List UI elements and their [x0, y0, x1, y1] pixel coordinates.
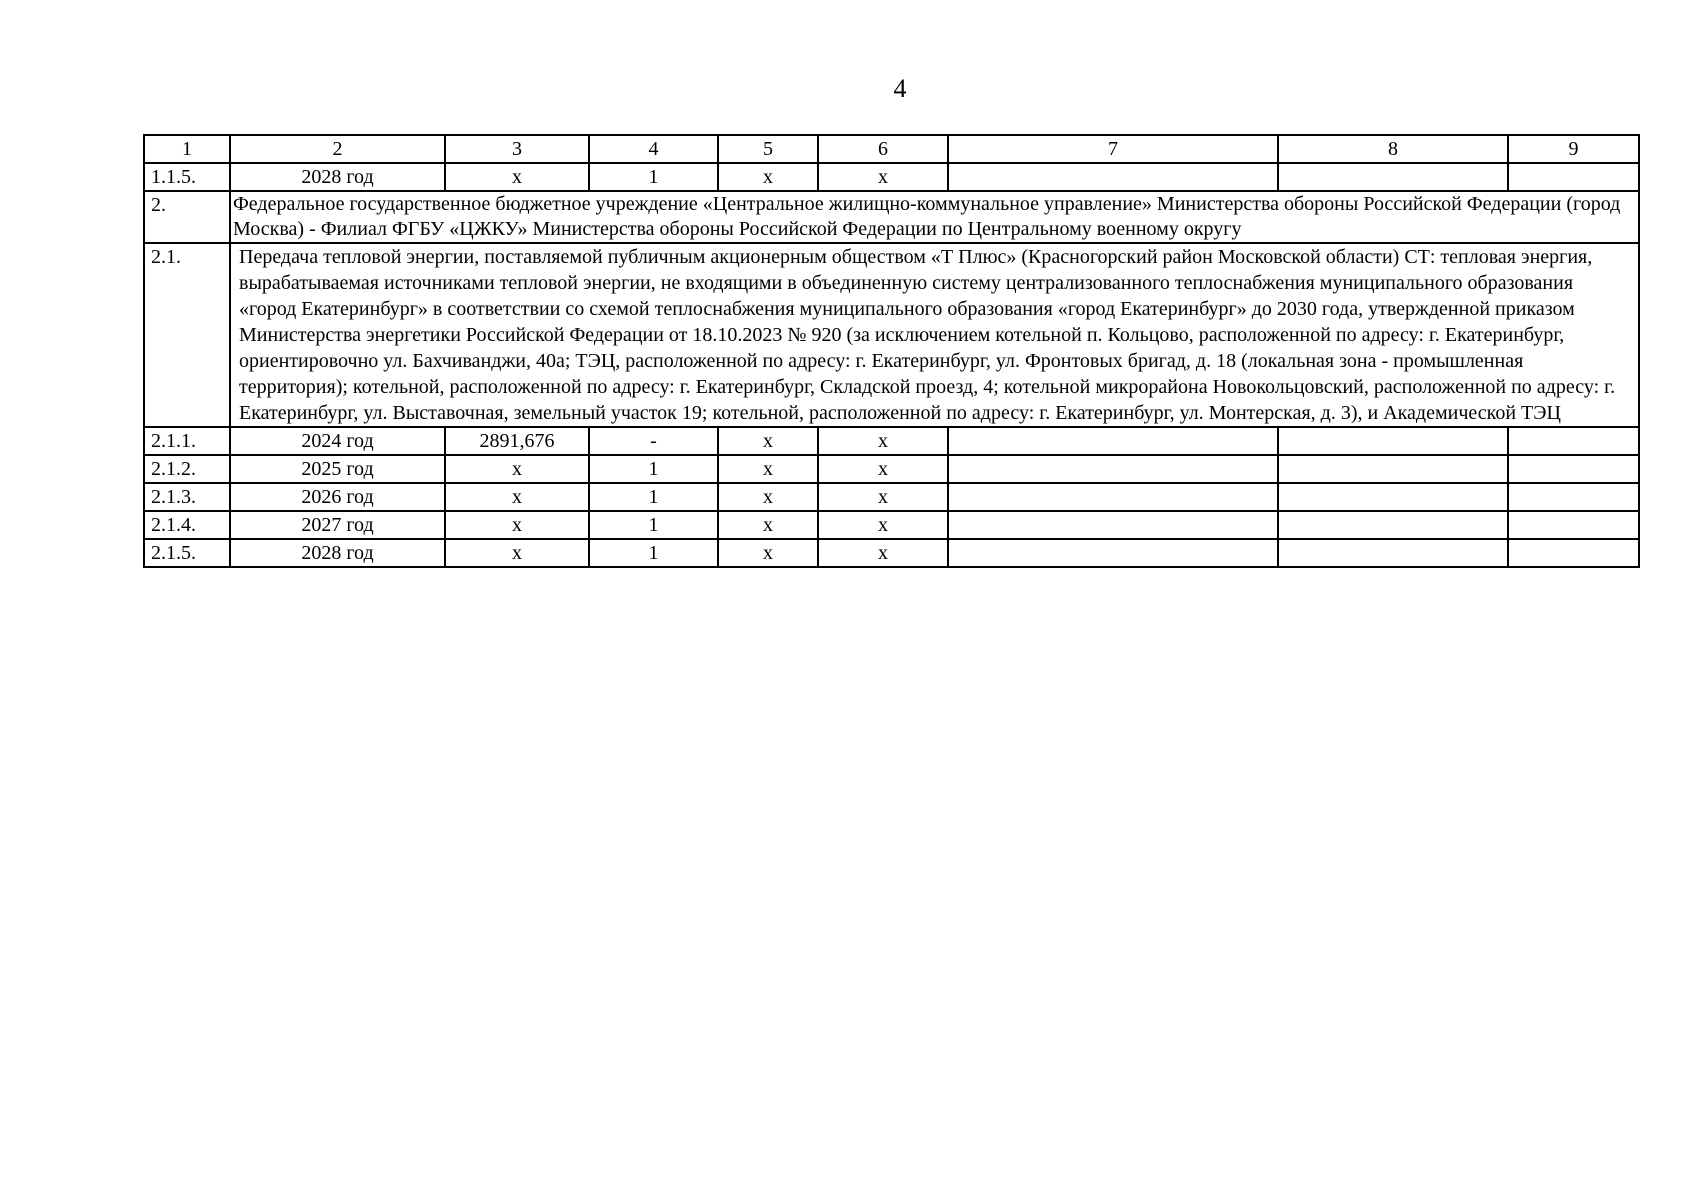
value-cell — [1278, 511, 1508, 539]
value-cell — [1278, 539, 1508, 567]
value-cell: х — [718, 539, 818, 567]
tariff-description: Передача тепловой энергии, поставляемой публичным акционерным обществом «Т Плюс» (Красногорский район Московской области) СТ: тепловая энергия, вырабатываемая источниками тепловой энергии, не входящими в объединенную систему централизованного теплоснабжения муниципального образования «город Екатеринбург» в соответствии со схемой теплоснабжения муниципального образования «город Екатеринбург» до 2030 года, утвержденной приказом Министерства энергетики Российской Федерации от 18.10.2023 № 920 (за исключением котельной п. Кольцово, расположенной по адресу: г. Екатеринбург, ориентировочно ул. Бахчиванджи, 40а; ТЭЦ, расположенной по адресу: г. Екатеринбург, ул. Фронтовых бригад, д. 18 (локальная зона - промышленная территория); котельной, расположенной по адресу: г. Екатеринбург, Складской проезд, 4; котельной микрорайона Новокольцовский, расположенной по адресу: г. Екатеринбург, ул. Выставочная, земельный участок 19; котельной, расположенной по адресу: г. Екатеринбург, ул. Монтерская, д. 3), и Академической ТЭЦ — [230, 243, 1639, 427]
value-cell: х — [718, 163, 818, 191]
value-cell: х — [445, 455, 589, 483]
value-cell — [1508, 427, 1639, 455]
value-cell: 2891,676 — [445, 427, 589, 455]
header-cell: 4 — [589, 135, 718, 163]
value-cell: 1 — [589, 455, 718, 483]
value-cell: - — [589, 427, 718, 455]
value-cell: х — [818, 511, 948, 539]
value-cell: х — [445, 483, 589, 511]
header-cell: 3 — [445, 135, 589, 163]
period-cell: 2024 год — [230, 427, 445, 455]
value-cell — [1508, 163, 1639, 191]
value-cell — [948, 511, 1278, 539]
value-cell: 1 — [589, 483, 718, 511]
period-cell: 2026 год — [230, 483, 445, 511]
row-number: 2.1.1. — [144, 427, 230, 455]
value-cell: х — [445, 539, 589, 567]
value-cell: 1 — [589, 163, 718, 191]
header-cell: 9 — [1508, 135, 1639, 163]
value-cell — [1278, 455, 1508, 483]
period-cell: 2028 год — [230, 539, 445, 567]
value-cell — [1508, 455, 1639, 483]
tariff-table — [143, 134, 1640, 568]
table-row — [144, 163, 1639, 191]
organization-name: Федеральное государственное бюджетное учреждение «Центральное жилищно-коммунальное управление» Министерства обороны Российской Федерации (город Москва) - Филиал ФГБУ «ЦЖКУ» Министерства обороны Российской Федерации по Центральному военному округу — [230, 191, 1639, 243]
value-cell — [1508, 511, 1639, 539]
value-cell: х — [818, 427, 948, 455]
value-cell — [948, 483, 1278, 511]
section-row — [144, 191, 1639, 243]
table-row — [144, 511, 1639, 539]
value-cell — [948, 455, 1278, 483]
value-cell: х — [718, 455, 818, 483]
value-cell — [1278, 427, 1508, 455]
value-cell: х — [818, 539, 948, 567]
row-number: 2.1.5. — [144, 539, 230, 567]
period-cell: 2025 год — [230, 455, 445, 483]
header-cell: 1 — [144, 135, 230, 163]
header-cell: 5 — [718, 135, 818, 163]
period-cell: 2027 год — [230, 511, 445, 539]
value-cell: х — [718, 483, 818, 511]
value-cell: х — [718, 511, 818, 539]
row-number: 2.1.3. — [144, 483, 230, 511]
value-cell: х — [818, 483, 948, 511]
row-number: 1.1.5. — [144, 163, 230, 191]
value-cell — [948, 163, 1278, 191]
header-cell: 7 — [948, 135, 1278, 163]
value-cell: х — [818, 455, 948, 483]
value-cell — [948, 539, 1278, 567]
value-cell — [1278, 483, 1508, 511]
value-cell: х — [718, 427, 818, 455]
value-cell: х — [818, 163, 948, 191]
header-cell: 2 — [230, 135, 445, 163]
subsection-number: 2.1. — [144, 243, 230, 427]
page-number: 4 — [893, 74, 907, 103]
value-cell — [1508, 539, 1639, 567]
section-number: 2. — [144, 191, 230, 243]
subsection-row — [144, 243, 1639, 427]
value-cell: 1 — [589, 539, 718, 567]
value-cell: х — [445, 511, 589, 539]
header-cell: 6 — [818, 135, 948, 163]
period-cell: 2028 год — [230, 163, 445, 191]
value-cell — [948, 427, 1278, 455]
row-number: 2.1.2. — [144, 455, 230, 483]
table-row — [144, 539, 1639, 567]
header-cell: 8 — [1278, 135, 1508, 163]
table-row — [144, 483, 1639, 511]
table-row — [144, 427, 1639, 455]
value-cell: 1 — [589, 511, 718, 539]
value-cell: х — [445, 163, 589, 191]
value-cell — [1508, 483, 1639, 511]
row-number: 2.1.4. — [144, 511, 230, 539]
value-cell — [1278, 163, 1508, 191]
table-row — [144, 455, 1639, 483]
header-row — [144, 135, 1639, 163]
